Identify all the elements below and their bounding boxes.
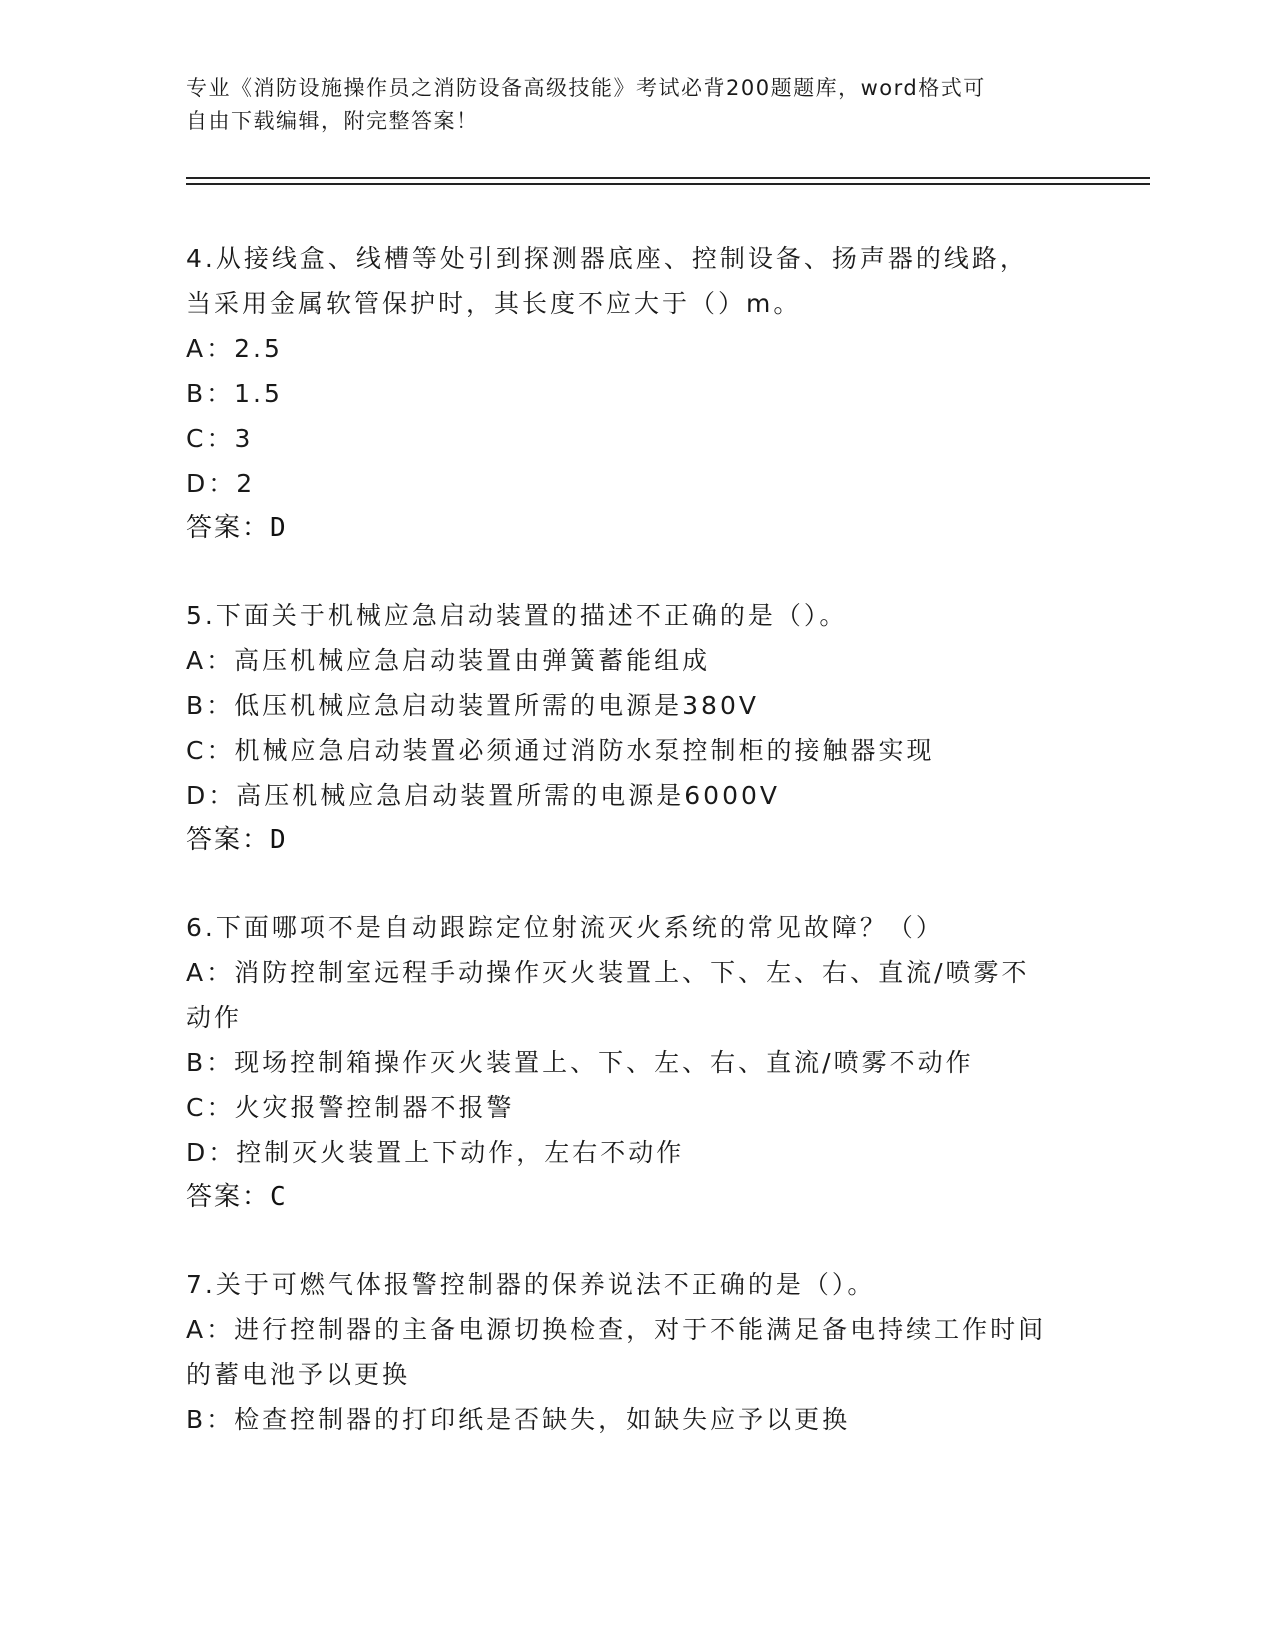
answer-option: B：低压机械应急启动装置所需的电源是380V [186,691,759,720]
answer-option: D：2 [186,469,256,498]
answer-option: B：1.5 [186,379,283,408]
question-list [186,236,1086,1484]
answer-option: 的蓄电池予以更换 [186,1360,411,1389]
answer-option: B：检查控制器的打印纸是否缺失，如缺失应予以更换 [186,1405,851,1434]
question-block [186,1262,1086,1442]
answer-option: B：现场控制箱操作灭火装置上、下、左、右、直流/喷雾不动作 [186,1048,974,1077]
header-divider-top [186,177,1150,179]
header-line-2: 自由下载编辑，附完整答案！ [186,109,479,133]
answer-option: A：高压机械应急启动装置由弹簧蓄能组成 [186,646,711,675]
question-block [186,905,1086,1220]
question-block [186,236,1086,551]
question-stem: 4.从接线盒、线槽等处引到探测器底座、控制设备、扬声器的线路， [186,244,1028,273]
document-header [186,72,1066,138]
answer-option: A：消防控制室远程手动操作灭火装置上、下、左、右、直流/喷雾不 [186,958,1030,987]
answer-key: 答案：C [186,1182,288,1212]
answer-key: 答案：D [186,825,288,855]
question-stem: 5.下面关于机械应急启动装置的描述不正确的是（）。 [186,601,848,630]
header-line-1: 专业《消防设施操作员之消防设备高级技能》考试必背200题题库，word格式可 [186,76,986,100]
question-stem: 7.关于可燃气体报警控制器的保养说法不正确的是（）。 [186,1270,876,1299]
answer-option: C：机械应急启动装置必须通过消防水泵控制柜的接触器实现 [186,736,935,765]
answer-option: C：3 [186,424,254,453]
question-block [186,593,1086,863]
answer-option: D：高压机械应急启动装置所需的电源是6000V [186,781,780,810]
header-divider-bottom [186,183,1150,185]
answer-option: C：火灾报警控制器不报警 [186,1093,515,1122]
answer-option: A：2.5 [186,334,283,363]
question-stem: 当采用金属软管保护时，其长度不应大于（）m。 [186,289,802,318]
answer-key: 答案：D [186,513,288,543]
answer-option: D：控制灭火装置上下动作，左右不动作 [186,1138,685,1167]
question-stem: 6.下面哪项不是自动跟踪定位射流灭火系统的常见故障？（） [186,913,944,942]
answer-option: 动作 [186,1003,243,1032]
answer-option: A：进行控制器的主备电源切换检查，对于不能满足备电持续工作时间 [186,1315,1047,1344]
